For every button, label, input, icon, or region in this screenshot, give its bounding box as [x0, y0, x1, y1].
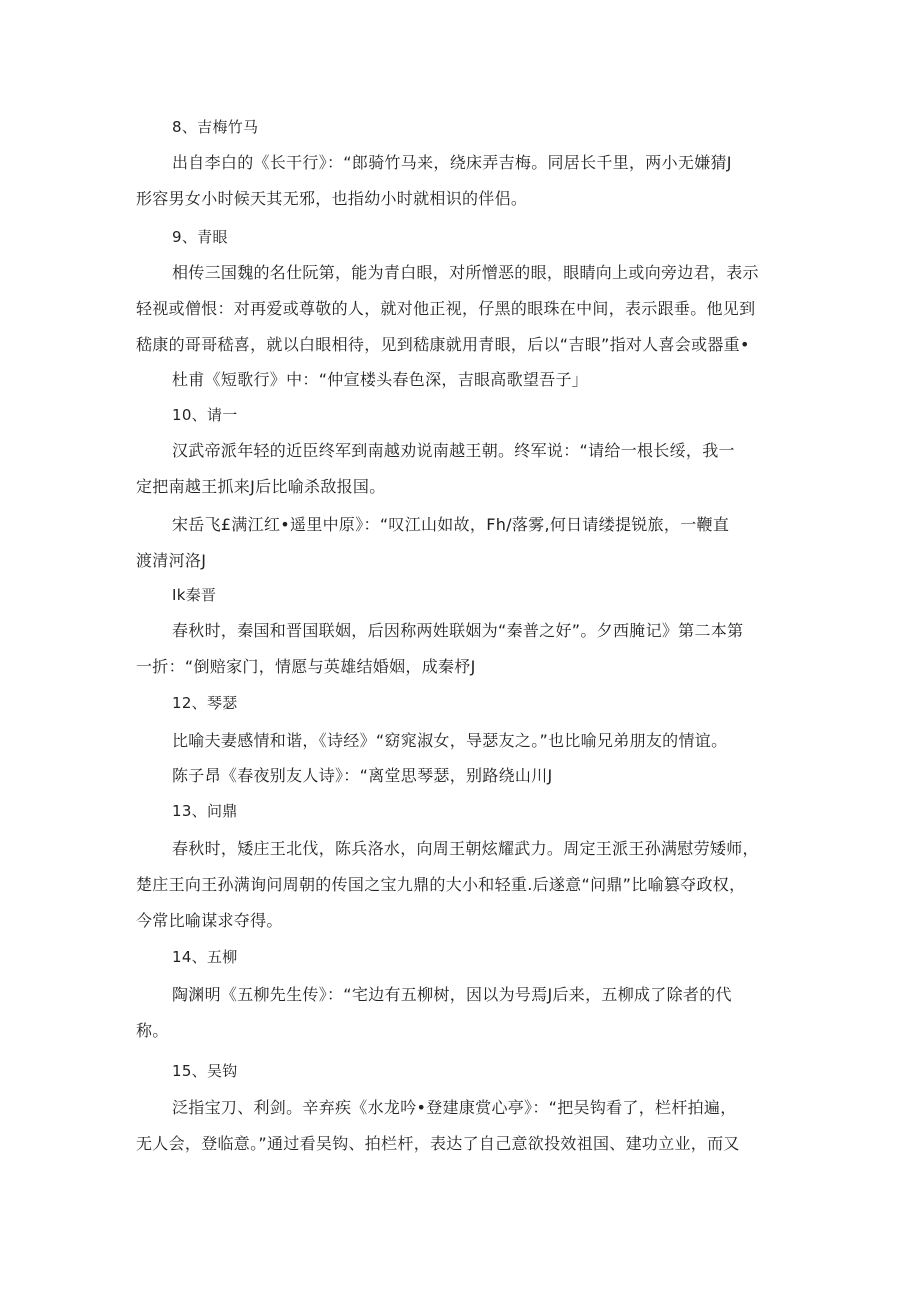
paragraph-line: 楚庄王向王孙满询问周朝的传国之宝九鼎的大小和轻重.后遂意“问鼎”比喻篡夺政权， [136, 875, 746, 894]
section-heading: 9、青眼 [172, 228, 228, 246]
paragraph-line: 陈子昂《春夜别友人诗》：“离堂思琴瑟，别路绕山川J [172, 766, 553, 785]
section-heading: 14、五柳 [172, 948, 238, 966]
paragraph-line: 泛指宝刀、利剑。辛弃疾《水龙吟•登建康赏心亭》：“把吴钩看了，栏杆拍遍， [172, 1098, 737, 1117]
paragraph-line: 杜甫《短歌行》中：“仲宣楼头春色深，吉眼高歌望吾子」 [172, 370, 589, 389]
paragraph-line: 一折：“倒赔家门，情愿与英雄结婚姻，成秦杼J [136, 657, 476, 676]
paragraph-line: 渡清河洛J [136, 551, 207, 570]
paragraph-line: 相传三国魏的名仕阮第，能为青白眼，对所憎恶的眼，眼睛向上或向旁边君，表示 [172, 263, 759, 282]
paragraph-line: 定把南越王抓来J后比喻杀敌报国。 [136, 477, 386, 496]
paragraph-line: 今常比喻谋求夺得。 [136, 911, 283, 930]
paragraph-line: 轻视或僧恨：对再爱或尊敬的人，就对他正视，仔黑的眼珠在中间，表示跟垂。他见到 [136, 299, 756, 318]
paragraph-line: 出自李白的《长干行》：“郎骑竹马来，绕床弄吉梅。同居长千里，两小无嫌猜J [172, 153, 732, 172]
section-heading: 15、吴钩 [172, 1062, 238, 1080]
section-heading: 12、琴瑟 [172, 694, 238, 712]
section-heading: 8、吉梅竹马 [172, 118, 259, 136]
paragraph-line: 称。 [136, 1021, 169, 1040]
paragraph-line: 陶渊明《五柳先生传》：“宅边有五柳树，因以为号焉J后来，五柳成了除者的代 [172, 985, 732, 1004]
paragraph-line: 春秋时，秦国和晋国联姻，后因称两姓联姻为“秦普之好”。夕西腌记》第二本第 [172, 621, 744, 640]
paragraph-line: 宋岳飞£满江红•遥里中原》：“叹江山如故，Fh/落雾,何日请缕提锐旅，一鞭直 [172, 515, 730, 534]
paragraph-line: 形容男女小时候天其无邪，也指幼小时就相识的伴侣。 [136, 189, 528, 208]
paragraph-line: 嵇康的哥哥嵇喜，就以白眼相待，见到嵇康就用青眼，后以“吉眼”指对人喜会或器重• [136, 335, 750, 354]
paragraph-line: 无人会，登临意。”通过看吴钩、拍栏杆，表达了自己意欲投效祖国、建功立业，而又 [136, 1134, 740, 1153]
section-heading: Ik秦晋 [172, 586, 217, 604]
section-heading: 13、问鼎 [172, 802, 238, 820]
paragraph-line: 比喻夫妻感情和谐，《诗经》“窈窕淑女，导瑟友之。”也比喻兄弟朋友的情谊。 [172, 731, 728, 750]
paragraph-line: 汉武帝派年轻的近臣终军到南越劝说南越王朝。终军说：“请给一根长绥，我一 [172, 441, 735, 460]
section-heading: 10、请一 [172, 406, 238, 424]
paragraph-line: 春秋时，矮庄王北伐，陈兵洛水，向周王朝炫耀武力。周定王派王孙满慰劳矮师， [172, 839, 759, 858]
